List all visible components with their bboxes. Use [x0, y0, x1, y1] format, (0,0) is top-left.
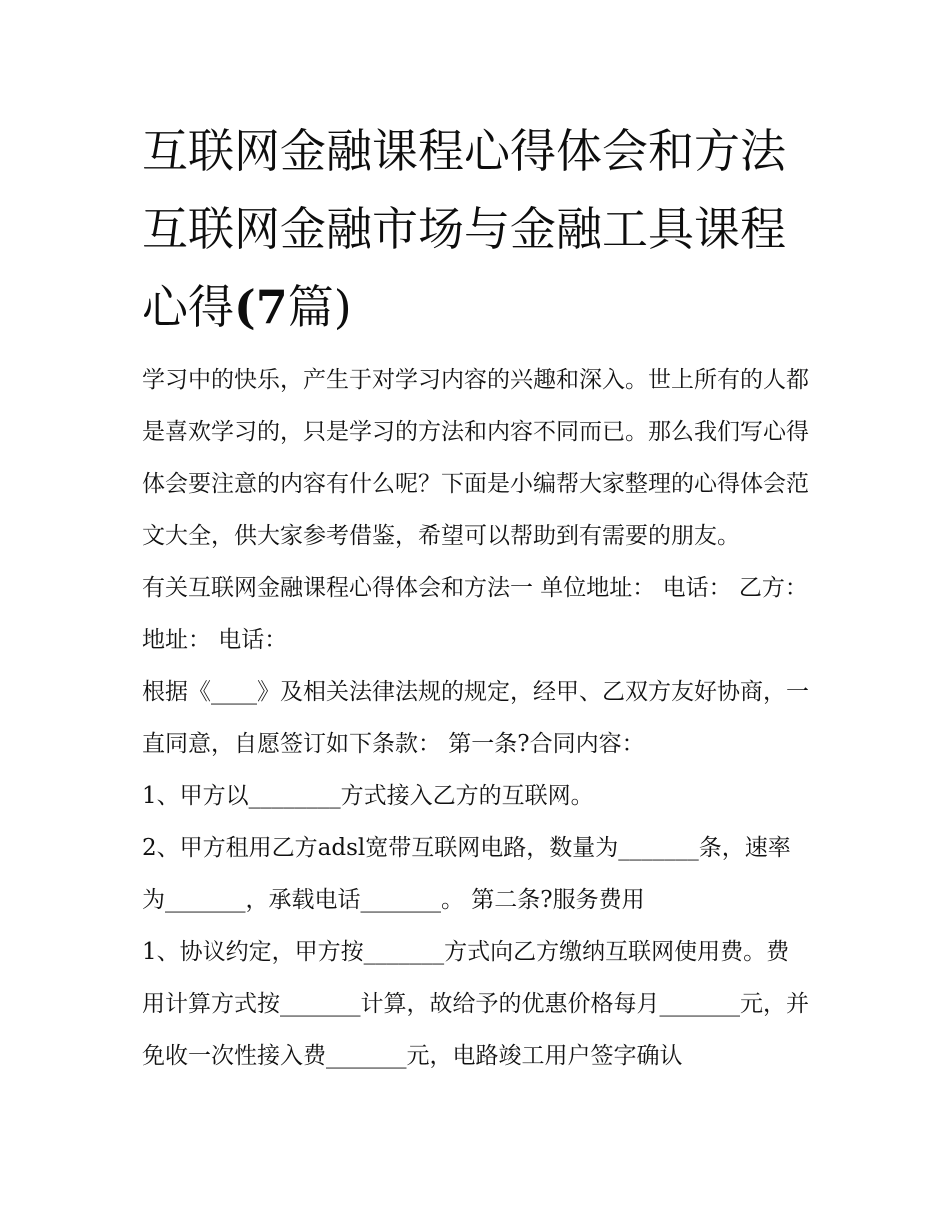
clause-1-paragraph: 1、甲方以________方式接入乙方的互联网。 [142, 783, 594, 809]
document-body [142, 354, 812, 1082]
contract-parties-paragraph: 有关互联网金融课程心得体会和方法一 单位地址： 电话： 乙方： 地址： 电话： [142, 575, 808, 653]
document-title: 互联网金融课程心得体会和方法 互联网金融市场与金融工具课程心得(7篇) [142, 124, 786, 334]
title-count-text: (7 [234, 280, 288, 334]
clause-2-paragraph: 2、甲方租用乙方adsl宽带互联网电路，数量为_______条，速率为_______，承载电话_______。 第二条?服务费用 [142, 835, 791, 913]
fee-clause-paragraph: 1、协议约定，甲方按_______方式向乙方缴纳互联网使用费。费用计算方式按_______计算，故给予的优惠价格每月_______元，并免收一次性接入费_______元，电路竣工用户签字确认 [142, 939, 809, 1069]
contract-basis-paragraph: 根据《____》及相关法律法规的规定，经甲、乙双方友好协商，一直同意，自愿签订如下条款： 第一条?合同内容： [142, 679, 809, 757]
document-page [142, 112, 812, 1082]
intro-paragraph: 学习中的快乐，产生于对学习内容的兴趣和深入。世上所有的人都是喜欢学习的，只是学习的方法和内容不同而已。那么我们写心得体会要注意的内容有什么呢？下面是小编帮大家整理的心得体会范文大全，供大家参考借鉴，希望可以帮助到有需要的朋友。 [142, 367, 809, 549]
